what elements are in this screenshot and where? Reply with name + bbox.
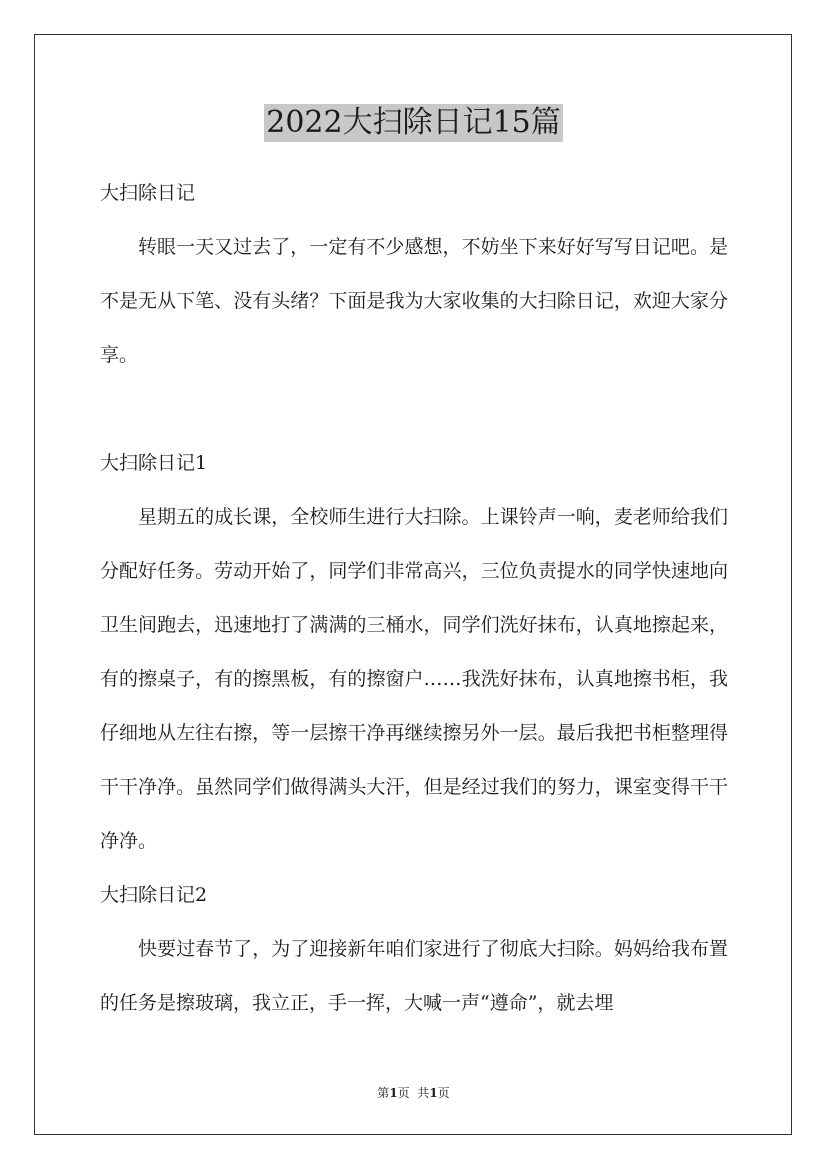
section-heading-1: 大扫除日记1 (100, 452, 208, 474)
page-footer (0, 1086, 827, 1100)
blank-line (100, 382, 728, 436)
section-heading-2: 大扫除日记2 (100, 884, 208, 906)
footer-page-suffix: 页 (437, 1086, 450, 1100)
footer-page-prefix: 第 (377, 1086, 390, 1100)
footer-page-current: 1 (389, 1086, 398, 1100)
section-paragraph-1: 星期五的成长课，全校师生进行大扫除。上课铃声一响，麦老师给我们分配好任务。劳动开始了，同学们非常高兴，三位负责提水的同学快速地向卫生间跑去，迅速地打了满满的三桶水，同学们洗好抹布，认真地擦起来，有的擦桌子，有的擦黑板，有的擦窗户……我洗好抹布，认真地擦书柜，我仔细地从左往右擦，等一层擦干净再继续擦另外一层。最后我把书柜整理得干干净净。虽然同学们做得满头大汗，但是经过我们的努力，课室变得干干净净。 (100, 506, 728, 852)
intro-heading: 大扫除日记 (100, 182, 196, 204)
document-title: 2022大扫除日记15篇 (266, 105, 561, 140)
intro-paragraph: 转眼一天又过去了，一定有不少感想，不妨坐下来好好写写日记吧。是不是无从下笔、没有头绪？下面是我为大家收集的大扫除日记，欢迎大家分享。 (100, 236, 728, 366)
footer-page-total: 1 (429, 1086, 438, 1100)
title-container (0, 104, 827, 142)
footer-page-mid: 页 共 (397, 1086, 430, 1100)
section-paragraph-2: 快要过春节了，为了迎接新年咱们家进行了彻底大扫除。妈妈给我布置的任务是擦玻璃，我立正，手一挥，大喊一声“遵命”，就去埋 (100, 938, 728, 1014)
document-body (100, 166, 728, 1030)
